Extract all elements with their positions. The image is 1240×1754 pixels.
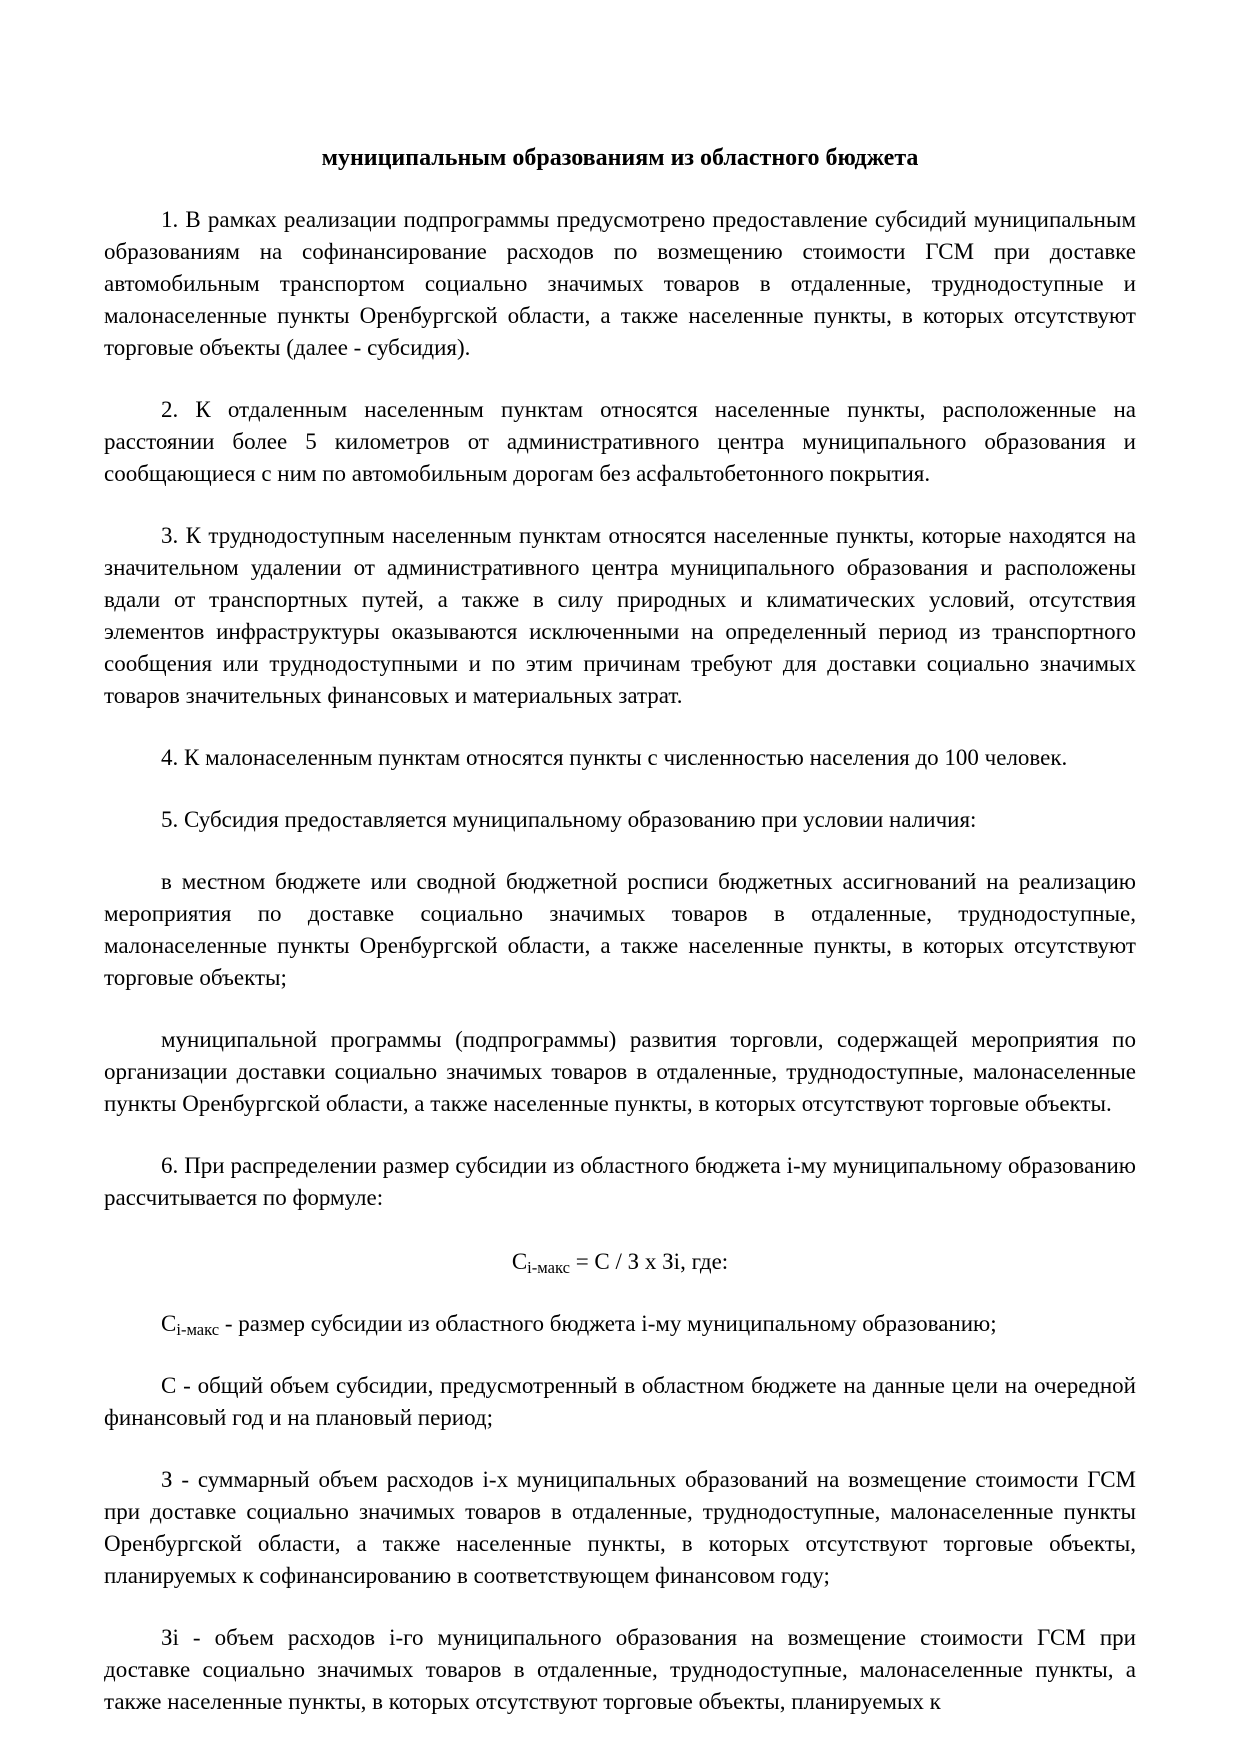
paragraph-3: 3. К труднодоступным населенным пунктам относятся населенные пункты, которые находятся на значительном удалении от административного центра муниципального образования и расположены вдали от транспортных путей, а также в силу природных и климатических условий, отсутствия элементов инфраструктуры оказываются исключенными на определенный период из транспортного сообщения или труднодоступными и по этим причинам требуют для доставки социально значимых товаров значительных финансовых и материальных затрат. [104, 523, 1136, 708]
paragraph-1: 1. В рамках реализации подпрограммы предусмотрено предоставление субсидий муниципальным образованиям на софинансирование расходов по возмещению стоимости ГСМ при доставке автомобильным транспортом социально значимых товаров в отдаленные, труднодоступные и малонаселенные пункты Оренбургской области, а также населенные пункты, в которых отсутствуют торговые объекты (далее - субсидия). [104, 207, 1136, 360]
paragraph-2: 2. К отдаленным населенным пунктам относятся населенные пункты, расположенные на расстоянии более 5 километров от административного центра муниципального образования и сообщающиеся с ним по автомобильным дорогам без асфальтобетонного покрытия. [104, 397, 1136, 486]
formula-variable: С [511, 1249, 528, 1274]
paragraph-condition-program: муниципальной программы (подпрограммы) развития торговли, содержащей мероприятия по организации доставки социально значимых товаров в отдаленные, труднодоступные, малонаселенные пункты Оренбургской области, а также населенные пункты, в которых отсутствуют торговые объекты. [104, 1027, 1136, 1116]
paragraph-4: 4. К малонаселенным пунктам относятся пункты с численностью населения до 100 человек. [161, 745, 1068, 770]
paragraph-5: 5. Субсидия предоставляется муниципальному образованию при условии наличия: [161, 807, 977, 832]
subsidy-formula [104, 1246, 1136, 1278]
formula-variable-subscript: i-макс [527, 1258, 570, 1277]
paragraph-condition-budget: в местном бюджете или сводной бюджетной росписи бюджетных ассигнований на реализацию мероприятия по доставке социально значимых товаров в отдаленные, труднодоступные, малонаселенные пункты Оренбургской области, а также населенные пункты, в которых отсутствуют торговые объекты; [104, 869, 1136, 990]
definition-ci-max-subscript: i-макс [176, 1320, 220, 1339]
document-title: муниципальным образованиям из областного бюджета [321, 145, 919, 171]
definition-zi: Зi - объем расходов i-го муниципального образования на возмещение стоимости ГСМ при доставке социально значимых товаров в отдаленные, труднодоступные, малонаселенные пункты, а также населенные пункты, в которых отсутствуют торговые объекты, планируемых к [104, 1625, 1136, 1714]
definition-z: З - суммарный объем расходов i-х муниципальных образований на возмещение стоимости ГСМ при доставке социально значимых товаров в отдаленные, труднодоступные, малонаселенные пункты Оренбургской области, а также населенные пункты, в которых отсутствуют торговые объекты, планируемых к софинансированию в соответствующем финансовом году; [104, 1467, 1136, 1588]
formula-expression: = С / З х Зi, где: [569, 1249, 729, 1274]
definition-c: С - общий объем субсидии, предусмотренный в областном бюджете на данные цели на очередной финансовый год и на плановый период; [104, 1373, 1136, 1430]
definition-ci-max [104, 1308, 1136, 1340]
definition-ci-max-term: С [161, 1311, 177, 1336]
paragraph-6: 6. При распределении размер субсидии из областного бюджета i-му муниципальному образованию рассчитывается по формуле: [104, 1153, 1136, 1210]
definition-ci-max-text: - размер субсидии из областного бюджета i-му муниципальному образованию; [219, 1311, 997, 1336]
